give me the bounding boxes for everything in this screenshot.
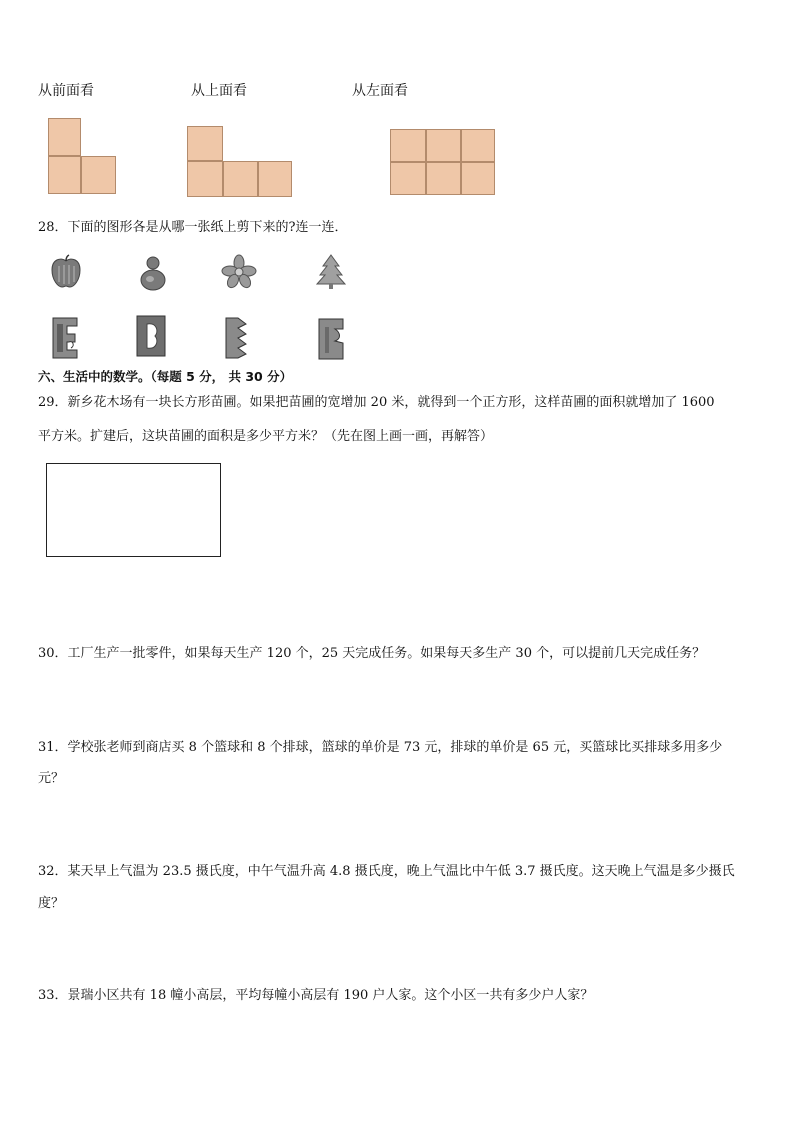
cube-square — [223, 161, 258, 197]
cube-square — [48, 118, 81, 156]
question-32-line2: 度？ — [38, 896, 65, 911]
cube-square — [390, 129, 426, 162]
cube-square — [187, 161, 223, 197]
paper-cut-notch-icon — [317, 317, 345, 361]
cube-square — [390, 162, 426, 195]
paper-cut-zigzag-icon — [224, 316, 250, 360]
left-view-label: 从左面看 — [352, 83, 408, 99]
top-view-label: 从上面看 — [191, 83, 247, 99]
question-32-line1: 32．某天早上气温为 23.5 摄氏度，中午气温升高 4.8 摄氏度，晚上气温比中午低 3.7 摄氏度。这天晚上气温是多少摄氏 — [38, 864, 735, 879]
question-29-line2: 平方米。扩建后，这块苗圃的面积是多少平方米？（先在图上画一画，再解答） — [38, 429, 494, 444]
apple-icon — [48, 254, 84, 290]
question-31-line1: 31．学校张老师到商店买 8 个篮球和 8 个排球，篮球的单价是 73 元，排球的单价是 65 元，买篮球比买排球多用多少 — [38, 740, 723, 755]
question-29-line1: 29．新乡花木场有一块长方形苗圃。如果把苗圃的宽增加 20 米，就得到一个正方形，这样苗圃的面积就增加了 1600 — [38, 395, 715, 410]
cube-square — [461, 162, 495, 195]
cube-square — [187, 126, 223, 161]
question-31-line2: 元？ — [38, 771, 65, 786]
cube-square — [426, 162, 461, 195]
question-28: 28．下面的图形各是从哪一张纸上剪下来的?连一连． — [38, 220, 348, 235]
drawing-rectangle — [46, 463, 221, 557]
question-30: 30．工厂生产一批零件，如果每天生产 120 个，25 天完成任务。如果每天多生产 30 个，可以提前几天完成任务？ — [38, 646, 706, 661]
paper-cut-e-icon — [51, 316, 81, 360]
tree-icon — [315, 254, 347, 290]
section-6-title: 六、生活中的数学。（每题 5 分， 共 30 分） — [38, 369, 293, 384]
flower-icon — [221, 254, 257, 290]
cube-square — [426, 129, 461, 162]
cube-square — [81, 156, 116, 194]
front-view-label: 从前面看 — [38, 83, 94, 99]
paper-cut-c-icon — [135, 314, 167, 358]
cube-square — [48, 156, 81, 194]
question-33: 33．景瑞小区共有 18 幢小高层，平均每幢小高层有 190 户人家。这个小区一共有多少户人家？ — [38, 988, 594, 1003]
gourd-icon — [138, 254, 168, 292]
cube-square — [461, 129, 495, 162]
cube-square — [258, 161, 292, 197]
